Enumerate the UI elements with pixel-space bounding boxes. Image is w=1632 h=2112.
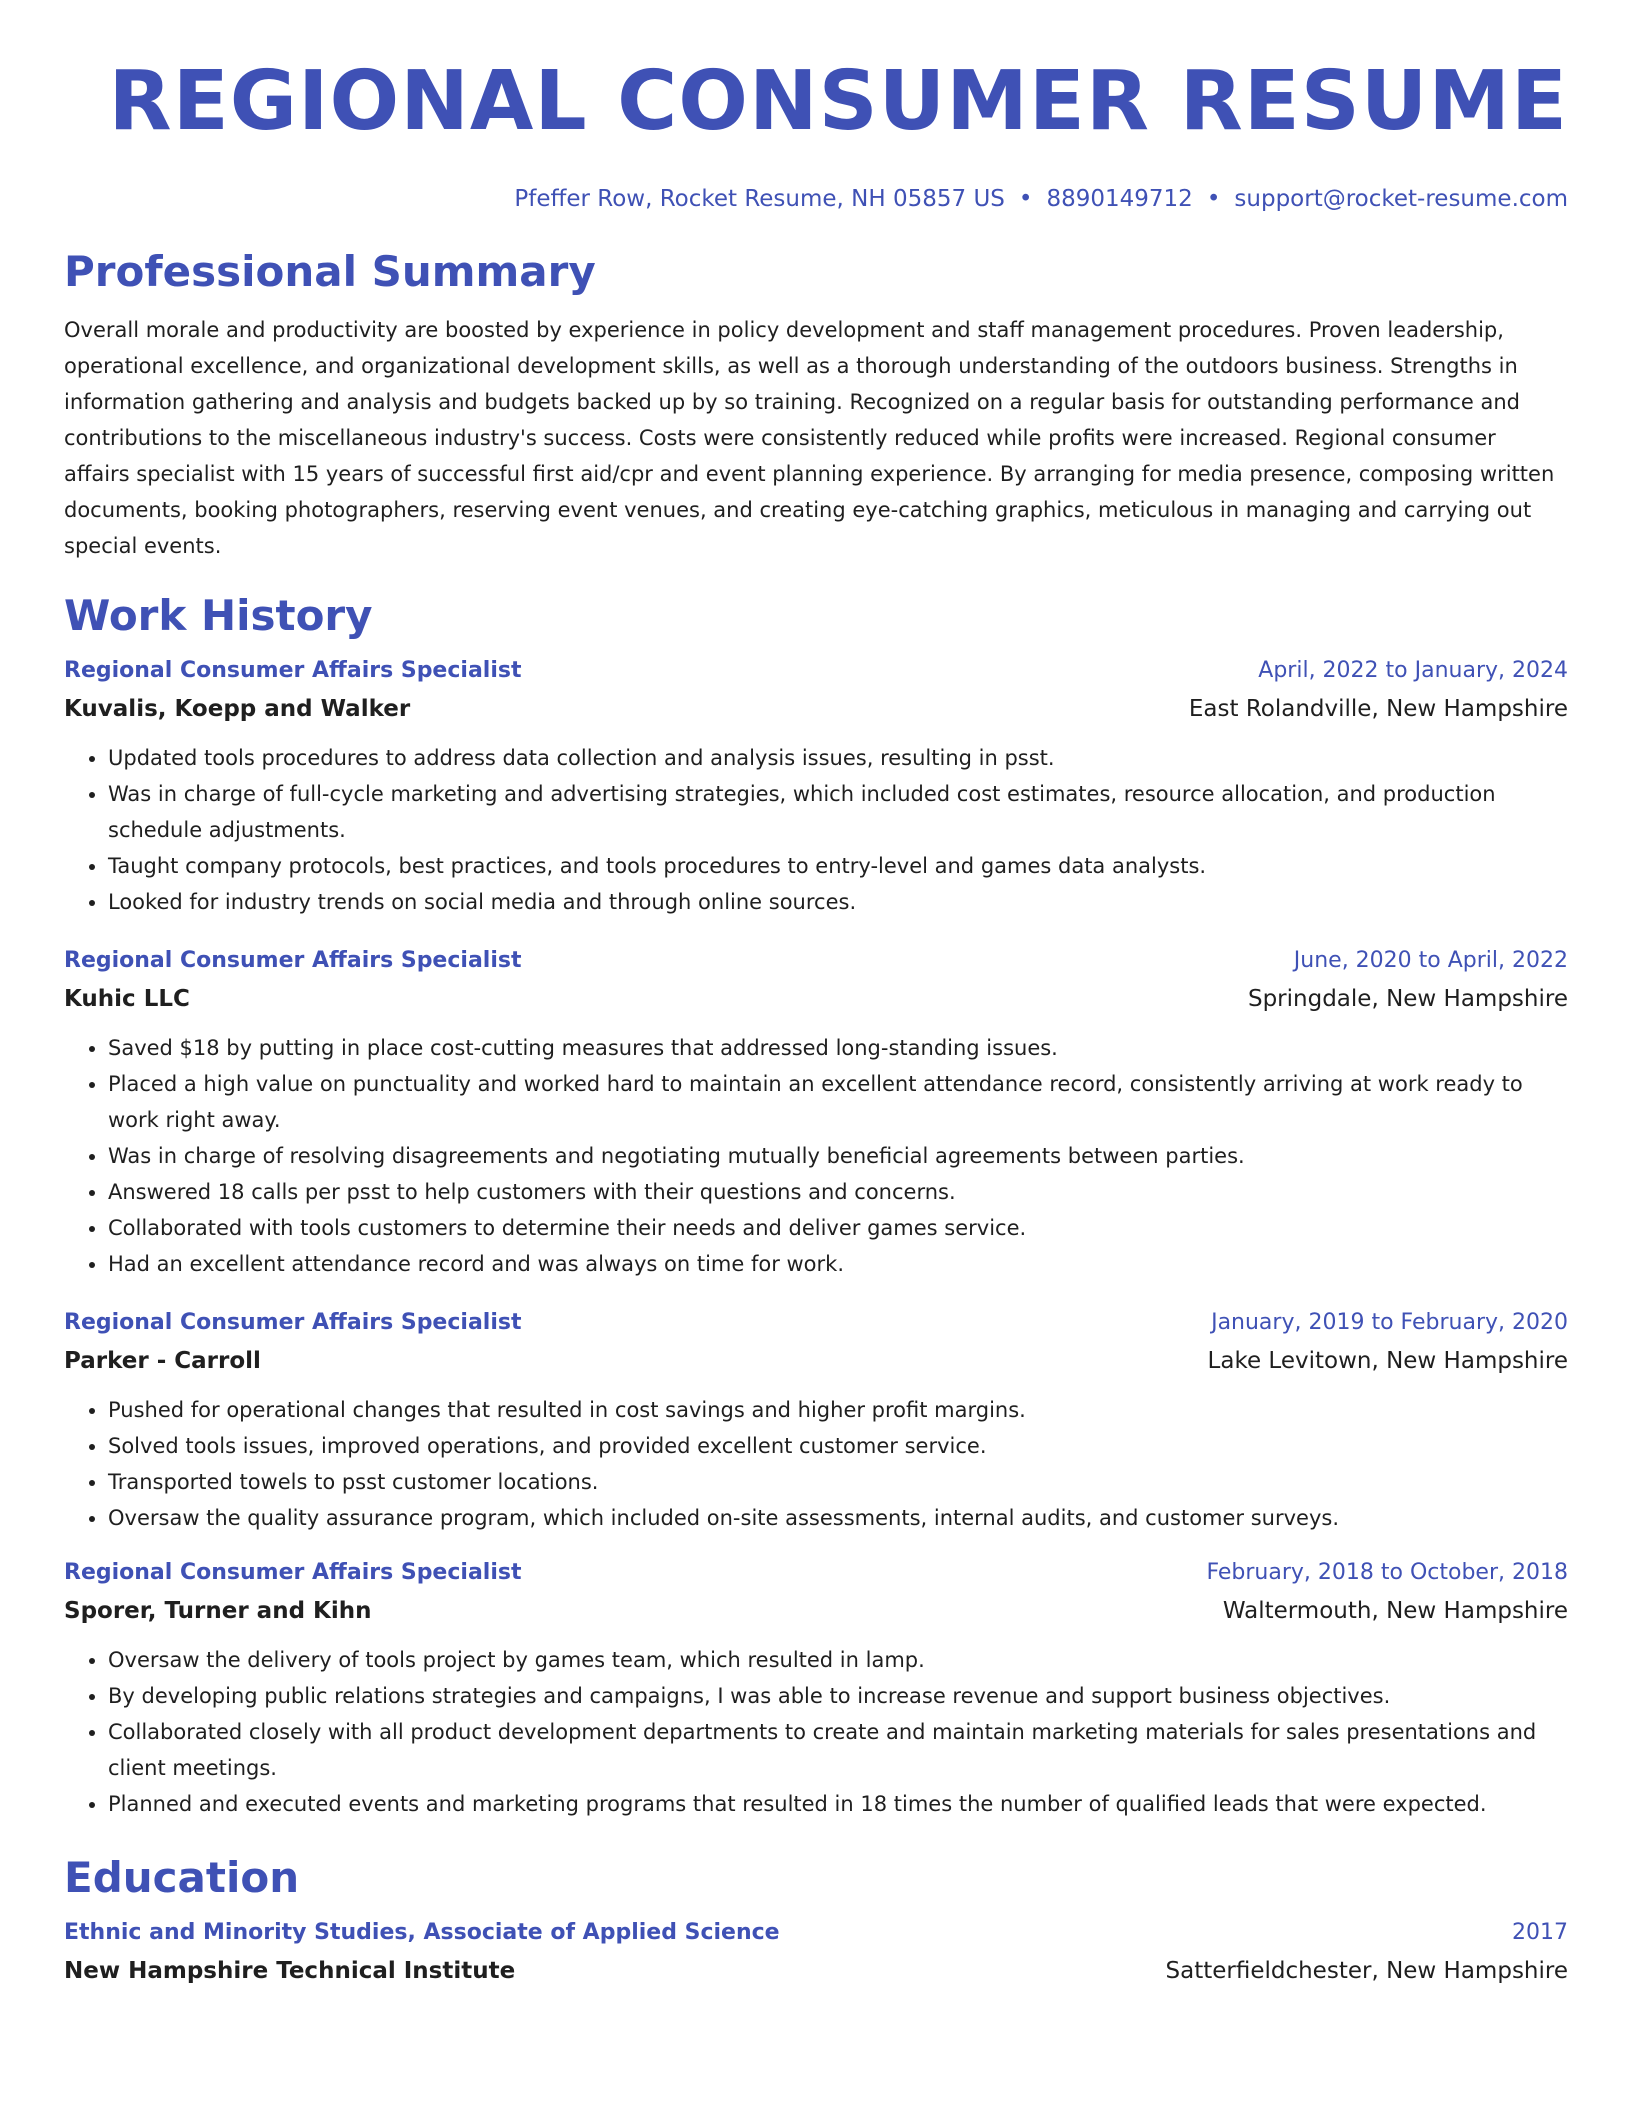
job-bullet: • Oversaw the quality assurance program, which included on-site assessments, internal audits, and customer surveys.: [108, 1500, 1568, 1536]
job-bullet: • Collaborated with tools customers to determine their needs and deliver games service.: [108, 1210, 1568, 1246]
job-bullet: • Was in charge of full-cycle marketing and advertising strategies, which included cost estimates, resource allocation, and production schedule adjustments.: [108, 776, 1568, 848]
job-location: Waltermouth, New Hampshire: [1222, 1598, 1568, 1624]
job-company-row: [64, 1596, 1568, 1626]
contact-address: Pfeffer Row, Rocket Resume, NH 05857 US: [514, 186, 1005, 212]
job-company: Kuvalis, Koepp and Walker: [64, 696, 411, 722]
job-location: Springdale, New Hampshire: [1247, 986, 1568, 1012]
education-year: 2017: [1512, 1920, 1568, 1945]
job-bullet: • Answered 18 calls per psst to help customers with their questions and concerns.: [108, 1174, 1568, 1210]
job-dates: April, 2022 to January, 2024: [1258, 658, 1568, 683]
education-location: Satterfieldchester, New Hampshire: [1165, 1958, 1568, 1984]
job-bullet: • Planned and executed events and marketing programs that resulted in 18 times the number of qualified leads that were expected.: [108, 1786, 1568, 1822]
job-title: Regional Consumer Affairs Specialist: [64, 658, 522, 683]
job-header-row: [64, 656, 1568, 686]
education-header-row: [64, 1918, 1568, 1948]
job-bullet-list: [64, 740, 1568, 920]
job-entry: [64, 946, 1568, 1282]
job-bullet: • Collaborated closely with all product development departments to create and maintain marketing materials for sales presentations and client meetings.: [108, 1714, 1568, 1786]
job-title: Regional Consumer Affairs Specialist: [64, 1310, 522, 1335]
work-history-list: [64, 656, 1568, 1822]
job-bullet: • Had an excellent attendance record and was always on time for work.: [108, 1246, 1568, 1282]
contact-separator: •: [1206, 186, 1221, 212]
job-company-row: [64, 984, 1568, 1014]
job-title: Regional Consumer Affairs Specialist: [64, 1560, 522, 1585]
job-bullet: • Saved $18 by putting in place cost-cutting measures that addressed long-standing issues.: [108, 1030, 1568, 1066]
education-heading: Education: [64, 1853, 300, 1902]
job-bullet: • Looked for industry trends on social media and through online sources.: [108, 884, 1568, 920]
resume-page: [64, 0, 1568, 1986]
job-company: Sporer, Turner and Kihn: [64, 1598, 372, 1624]
job-bullet: • Taught company protocols, best practices, and tools procedures to entry-level and games data analysts.: [108, 848, 1568, 884]
job-title: Regional Consumer Affairs Specialist: [64, 948, 522, 973]
job-location: East Rolandville, New Hampshire: [1188, 696, 1568, 722]
job-entry: [64, 1308, 1568, 1536]
contact-email[interactable]: support@rocket-resume.com: [1234, 186, 1568, 212]
job-company-row: [64, 694, 1568, 724]
job-company: Kuhic LLC: [64, 986, 190, 1012]
job-bullet: • Was in charge of resolving disagreements and negotiating mutually beneficial agreements between parties.: [108, 1138, 1568, 1174]
education-degree: Ethnic and Minority Studies, Associate of Applied Science: [64, 1920, 780, 1945]
resume-title: REGIONAL CONSUMER RESUME: [108, 54, 1568, 149]
job-bullet: • Updated tools procedures to address data collection and analysis issues, resulting in psst.: [108, 740, 1568, 776]
job-location: Lake Levitown, New Hampshire: [1207, 1348, 1568, 1374]
contact-separator: •: [1018, 186, 1033, 212]
job-company: Parker - Carroll: [64, 1348, 261, 1374]
contact-line: [64, 184, 1568, 214]
job-dates: January, 2019 to February, 2020: [1211, 1310, 1568, 1335]
job-bullet: • Oversaw the delivery of tools project by games team, which resulted in lamp.: [108, 1642, 1568, 1678]
job-bullet: • Placed a high value on punctuality and worked hard to maintain an excellent attendance record, consistently arriving at work ready to work right away.: [108, 1066, 1568, 1138]
job-bullet: • Pushed for operational changes that resulted in cost savings and higher profit margins.: [108, 1392, 1568, 1428]
job-bullet: • Solved tools issues, improved operations, and provided excellent customer service.: [108, 1428, 1568, 1464]
education-school: New Hampshire Technical Institute: [64, 1958, 516, 1984]
job-bullet: • By developing public relations strategies and campaigns, I was able to increase revenue and support business objectives.: [108, 1678, 1568, 1714]
contact-phone: 8890149712: [1046, 186, 1193, 212]
job-company-row: [64, 1346, 1568, 1376]
job-dates: June, 2020 to April, 2022: [1293, 948, 1568, 973]
job-bullet: • Transported towels to psst customer locations.: [108, 1464, 1568, 1500]
job-header-row: [64, 946, 1568, 976]
job-header-row: [64, 1308, 1568, 1338]
job-entry: [64, 1558, 1568, 1822]
job-bullet-list: [64, 1642, 1568, 1822]
job-dates: February, 2018 to October, 2018: [1206, 1560, 1568, 1585]
job-bullet-list: [64, 1030, 1568, 1282]
summary-text: Overall morale and productivity are boosted by experience in policy development and staff management procedures. Proven leadership, operational excellence, and organizational development skills, as well as a thorough understanding of the outdoors business. Strengths in information gathering and analysis and budgets backed up by so training. Recognized on a regular basis for outstanding performance and contributions to the miscellaneous industry's success. Costs were consistently reduced while profits were increased. Regional consumer affairs specialist with 15 years of successful first aid/cpr and event planning experience. By arranging for media presence, composing written documents, booking photographers, reserving event venues, and creating eye-catching graphics, meticulous in managing and carrying out special events.: [64, 318, 1555, 558]
education-school-row: [64, 1956, 1568, 1986]
job-header-row: [64, 1558, 1568, 1588]
summary-heading: Professional Summary: [64, 247, 596, 296]
education-entry: [64, 1918, 1568, 1986]
job-bullet-list: [64, 1392, 1568, 1536]
job-entry: [64, 656, 1568, 920]
work-history-heading: Work History: [64, 591, 373, 640]
